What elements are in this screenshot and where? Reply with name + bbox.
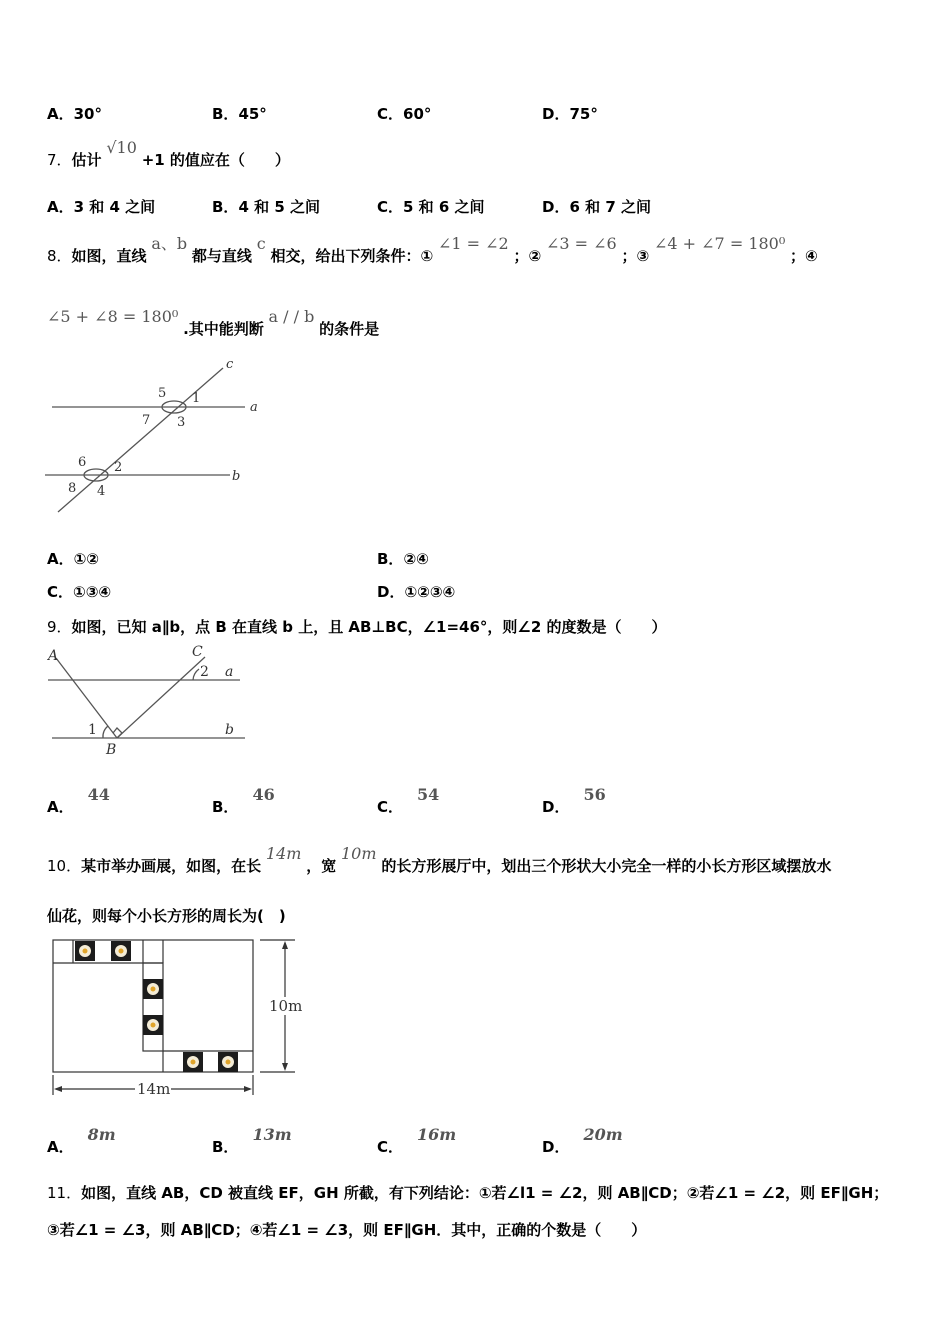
- q10-stem-line2: 仙花，则每个小长方形的周长为( ): [47, 907, 286, 925]
- q8-condition-1: ∠1 = ∠2: [437, 234, 509, 253]
- q9-option-c: C．54: [377, 785, 440, 816]
- q7-option-b: B．4 和 5 之间: [212, 198, 320, 216]
- q9-label-C: C: [192, 644, 203, 660]
- q9-option-b: B．46: [212, 785, 275, 816]
- q6-option-a: A．30°: [47, 105, 102, 123]
- q6-option-d: D．75°: [542, 105, 598, 123]
- q11-stem-line1: 11．如图，直线 AB，CD 被直线 EF，GH 所截，有下列结论：①若∠l1 = ∠2，则 AB∥CD；②若∠1 = ∠2，则 EF∥GH；: [47, 1184, 889, 1202]
- q10-stem-line1: 10．某市举办画展，如图，在长 14m ，宽 10m 的长方形展厅中，划出三个形状大小完全一样的小长方形区域摆放水: [47, 844, 832, 875]
- q9-label-B: B: [106, 742, 117, 757]
- q8-option-d: D．①②③④: [377, 583, 456, 601]
- q8-option-a: A．①②: [47, 550, 100, 568]
- q8-label-7: 7: [142, 413, 151, 428]
- q9-figure: [40, 642, 250, 757]
- q8-label-a: a: [250, 400, 258, 415]
- q8-stem-line1: 8．如图，直线 a、b 都与直线 c 相交，给出下列条件：① ∠1 = ∠2 ；② ∠3 = ∠6 ；③ ∠4 + ∠7 = 180⁰ ；④: [47, 234, 818, 265]
- q10-width-label: 14m: [137, 1080, 171, 1098]
- q7-radical: √10: [106, 138, 137, 157]
- q9-label-a: a: [225, 664, 234, 680]
- q8-label-b: b: [232, 469, 241, 484]
- q9-label-b: b: [225, 722, 234, 738]
- q8-option-c: C．①③④: [47, 583, 112, 601]
- q8-option-b: B．②④: [377, 550, 429, 568]
- q6-option-b: B．45°: [212, 105, 267, 123]
- q7-option-c: C．5 和 6 之间: [377, 198, 485, 216]
- q8-label-1: 1: [192, 391, 201, 406]
- q10-option-b: B．13m: [212, 1125, 292, 1156]
- q10-height-label: 10m: [269, 997, 303, 1015]
- q10-option-a: A．8m: [47, 1125, 116, 1156]
- q10-option-c: C．16m: [377, 1125, 457, 1156]
- q8-label-4: 4: [97, 484, 106, 499]
- q8-label-6: 6: [78, 455, 87, 470]
- q8-condition-4: ∠5 + ∠8 = 180⁰: [47, 307, 179, 326]
- q8-label-5: 5: [158, 386, 167, 401]
- q6-option-c: C．60°: [377, 105, 432, 123]
- q7-option-d: D．6 和 7 之间: [542, 198, 651, 216]
- q9-label-1: 1: [88, 722, 97, 738]
- q8-condition-2: ∠3 = ∠6: [545, 234, 617, 253]
- q7-stem: 7．估计 √10 +1 的值应在（ ）: [47, 138, 290, 169]
- q9-option-d: D．56: [542, 785, 606, 816]
- q8-figure: [40, 352, 280, 517]
- q7-option-a: A．3 和 4 之间: [47, 198, 156, 216]
- q10-option-d: D．20m: [542, 1125, 623, 1156]
- q8-label-2: 2: [114, 460, 123, 475]
- q8-stem-line2: ∠5 + ∠8 = 180⁰ .其中能判断 a / / b 的条件是: [47, 307, 380, 338]
- q10-figure: [45, 935, 315, 1105]
- q8-label-c: c: [226, 357, 234, 372]
- q8-condition-3: ∠4 + ∠7 = 180⁰: [653, 234, 786, 253]
- q8-label-3: 3: [177, 415, 186, 430]
- q9-label-2: 2: [200, 664, 209, 680]
- q9-option-a: A．44: [47, 785, 110, 816]
- q8-label-8: 8: [68, 481, 77, 496]
- q9-label-A: A: [48, 648, 59, 664]
- q11-stem-line2: ③若∠1 = ∠3，则 AB∥CD；④若∠1 = ∠3，则 EF∥GH．其中，正确的个数是（ ）: [47, 1221, 647, 1239]
- q9-stem: 9．如图，已知 a∥b，点 B 在直线 b 上，且 AB⊥BC，∠1=46°，则∠2 的度数是（ ）: [47, 618, 667, 636]
